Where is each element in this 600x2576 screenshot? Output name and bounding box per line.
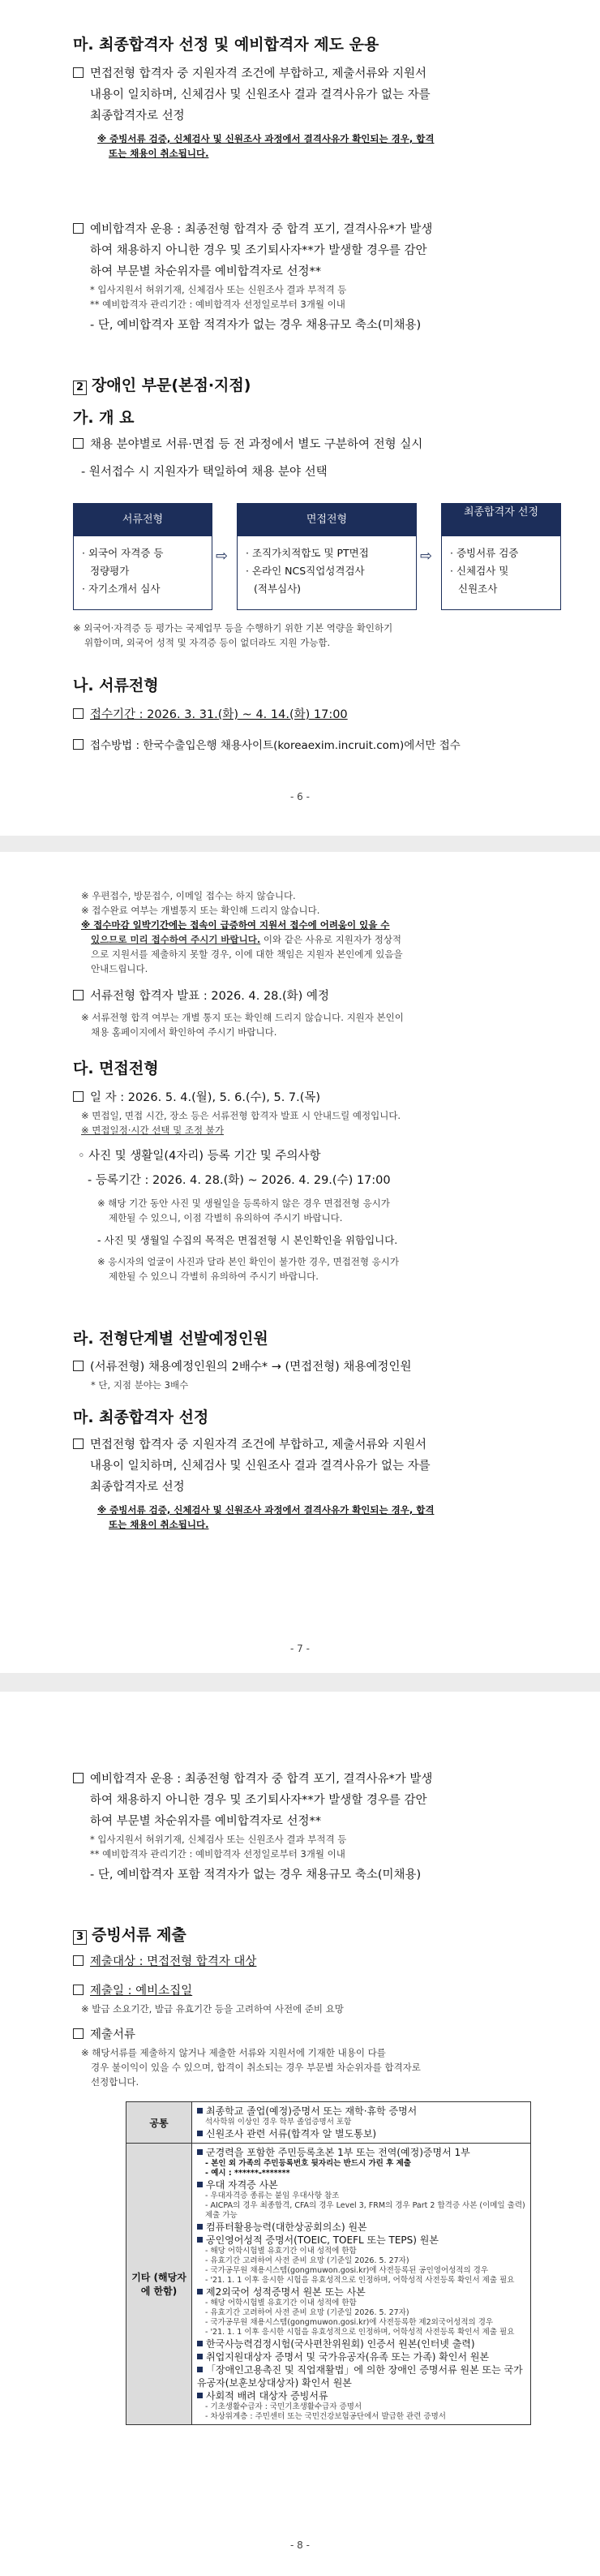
checkbox-bullet — [73, 739, 84, 750]
page-6 — [0, 0, 600, 836]
final-selection-block — [73, 63, 559, 161]
document-item — [197, 2389, 525, 2402]
document-item-label: 군경력을 포함한 주민등록초본 1부 또는 전역(예정)증명서 1부 — [206, 2147, 470, 2158]
items-cell — [192, 2144, 531, 2425]
flow-step-title: 서류전형 — [74, 504, 212, 536]
document-item-detail: - 국가공무원 채용시스템(gongmuwon.gosi.kr)에 사전등록된 공인영어성적의 경우 — [205, 2266, 489, 2275]
flow-note: ※ 외국어·자격증 등 평가는 국제업무 등을 수행하기 위한 기본 역량을 확인하기 위함이며, 외국어 성적 및 자격증 등이 없더라도 지원 가능함. — [73, 622, 393, 648]
interview-block: 일 자 : 2026. 5. 4.(월), 5. 6.(수), 5. 7.(목) ※ 면접일, 면접 시간, 장소 등은 서류전형 합격자 발표 시 안내드릴 예정입니다. ※ 면접일정·시간 선택 및 조정 불가 ◦ 사진 및 생활일(4자리) 등록 기간 및 주의사항 - 등록기간 : 2026. 4. 28.(화) ~ 2026. 4. 29.(수) 17:00 ※ 해당 기간 동안 사진 및 생월일을 등록하지 않은 경우 면접전형 응시가 제한될 수 있으니, 이점 각별히 유의하여 주시기 바랍니다. - 사진 및 생월일 수집의 목적은 면접전형 시 본인확인을 위함입니다. ※ 응시자의 얼굴이 사진과 달라 본인 확인이 불가한 경우, 면접전형 응시가 제한될 수 있으니 각별히 유의하여 주시기 바랍니다. — [73, 1087, 559, 1284]
document-item-detail: - 유효기간 고려하여 사전 준비 요망 (기준일 2026. 5. 27자) — [205, 2308, 409, 2317]
arrow-right-icon: ⇨ — [420, 548, 433, 565]
document-item-detail: - 본인 외 가족의 주민등록번호 뒷자리는 반드시 가린 후 제출 — [205, 2159, 411, 2168]
paragraph: 채용 분야별로 서류·면접 등 전 과정에서 별도 구분하여 전형 실시 — [90, 438, 423, 451]
bullet-icon — [197, 2131, 203, 2136]
document-item-label: 우대 자격증 사본 — [206, 2179, 278, 2191]
document-item-detail: - 기초생활수급자 : 국민기초생활수급자 증명서 — [205, 2402, 362, 2411]
submission-block: 제출대상 : 면접전형 합격자 대상 제출일 : 예비소집일 ※ 발급 소요기간, 발급 유효기간 등을 고려하여 사전에 준비 요망 제출서류 ※ 해당서류를 제출하지 않거나 제출한 서류와 지원서에 기재한 내용이 다를 경우 불이익이 있을 수 있으며, 합격이 취소되는 경우 부문별 차순위자를 합격자로 선정합니다. — [73, 1951, 568, 2089]
bullet-icon — [197, 2341, 203, 2346]
registration-period: - 등록기간 : 2026. 4. 28.(화) ~ 2026. 4. 29.(수) 17:00 — [88, 1174, 391, 1187]
subsection-heading: 라. 전형단계별 선발예정인원 — [73, 1330, 268, 1348]
category-cell: 공통 — [126, 2102, 192, 2144]
footnote: * 입사지원서 허위기재, 신체검사 또는 신원조사 결과 부적격 등 — [90, 284, 347, 295]
page-number: - 6 - — [290, 791, 310, 802]
bullet-icon — [197, 2224, 203, 2230]
document-item-detail: - 유효기간 고려하여 사전 준비 요망 (기준일 2026. 5. 27자) — [205, 2256, 409, 2265]
checkbox-bullet — [73, 223, 84, 234]
bullet-icon — [197, 2149, 203, 2155]
document-item-label: 공인영어성적 증명서(TOEIC, TOEFL 또는 TEPS) 원본 — [206, 2234, 439, 2246]
section-heading — [73, 1923, 186, 1945]
arrow-right-icon: ⇨ — [216, 548, 229, 565]
flow-item: · 외국어 자격증 등 — [82, 547, 164, 559]
bullet-icon — [197, 2108, 203, 2114]
final-selection-block: 면접전형 합격자 중 지원자격 조건에 부합하고, 제출서류와 지원서 내용이 일치하며, 신체검사 및 신원조사 결과 결격사유가 없는 자를 최종합격자로 선정 ※ 증빙서류 검증, 신체검사 및 신원조사 과정에서 결격사유가 확인되는 경우, 합격 또는 채용이 취소됩니다. — [73, 1434, 559, 1532]
checkbox-bullet — [73, 708, 84, 719]
application-period: 접수기간 : 2026. 3. 31.(화) ~ 4. 14.(화) 17:00 — [90, 708, 348, 721]
document-item-detail: - 해당 어학시험별 유효기간 이내 성적에 한함 — [205, 2247, 357, 2256]
paragraph: 하여 부문별 차순위자를 예비합격자로 선정** — [90, 265, 322, 278]
paragraph: - 단, 예비합격자 포함 적격자가 없는 경우 채용규모 축소(미채용) — [90, 319, 422, 332]
bullet-icon — [197, 2182, 203, 2187]
interview-date: 일 자 : 2026. 5. 4.(월), 5. 6.(수), 5. 7.(목) — [90, 1091, 321, 1104]
document-item — [197, 2178, 525, 2191]
notes-block: ※ 우편접수, 방문접수, 이메일 접수는 하지 않습니다. ※ 접수완료 여부는 개별통지 또는 확인해 드리지 않습니다. ※ 접수마감 일박기간에는 접속이 급증하여 지원서 접수에 어려움이 있을 수 있으므로 미리 접수하여 주시기 바랍니다. 이와 같은 사유로 지원자가 정상적 으로 지원서를 제출하지 못할 경우, 이에 대한 책임은 지원자 본인에게 있음을 안내드립니다. — [81, 890, 403, 974]
paragraph: 내용이 일치하며, 신체검사 및 신원조사 결과 결격사유가 없는 자를 — [90, 88, 431, 101]
table-row — [126, 2102, 531, 2144]
document-item-detail: - 우대자격증 종류는 붙임 우대사항 참조 — [205, 2191, 340, 2200]
application-method: 접수방법 : 한국수출입은행 채용사이트(koreaexim.incruit.com)에서만 접수 — [90, 739, 461, 752]
paragraph: - 원서접수 시 지원자가 택일하여 채용 분야 선택 — [81, 466, 328, 479]
checkbox-bullet — [73, 1439, 84, 1449]
checkbox-bullet — [73, 1955, 84, 1966]
subsection-heading: 나. 서류전형 — [73, 677, 159, 695]
items-cell: 최종학교 졸업(예정)증명서 또는 재학·휴학 증명서 석사학위 이상인 경우 학부 졸업증명서 포함 신원조사 관련 서류(합격자 알 별도통보) — [192, 2102, 531, 2144]
flow-item: · 온라인 NCS직업성격검사 — [246, 565, 365, 577]
flow-step-title: 면접전형 — [238, 504, 416, 536]
section-heading: 마. 최종합격자 선정 및 예비합격자 제도 운용 — [73, 36, 379, 54]
flow-item: · 신체검사 및 — [450, 565, 509, 577]
page-7 — [0, 852, 600, 1673]
flow-step-interview — [237, 503, 417, 610]
bullet-icon — [197, 2393, 203, 2398]
selection-count-block: (서류전형) 채용예정인원의 2배수* → (면접전형) 채용예정인원 * 단, 지점 분야는 3배수 — [73, 1357, 559, 1392]
document-item-label: 「장애인고용촉진 및 직업재활법」에 의한 장애인 증명서류 원본 또는 국가유공자(보훈보상대상자) 확인서 원본 — [197, 2364, 523, 2389]
document-item — [197, 2363, 525, 2389]
subsection-heading: 다. 면접전형 — [73, 1060, 159, 1077]
document-item-detail: - '21. 1. 1 이후 응시한 시험을 유효성적으로 인정하며, 어학성적 사전등록 확인서 제출 필요 — [205, 2276, 515, 2285]
table-row — [126, 2144, 531, 2425]
checkbox-bullet — [73, 1985, 84, 1995]
flow-item: 정량평가 — [90, 565, 130, 577]
subsection-heading: 마. 최종합격자 선정 — [73, 1408, 209, 1426]
document-item — [197, 2337, 525, 2350]
page-8 — [0, 1692, 600, 2576]
checkbox-bullet — [73, 990, 84, 1000]
checkbox-bullet — [73, 1361, 84, 1371]
flow-item: · 증빙서류 검증 — [450, 547, 519, 559]
document-item — [197, 2146, 525, 2159]
document-item-detail: - 예시 : ******-******* — [205, 2169, 290, 2178]
checkbox-bullet — [73, 67, 84, 78]
flow-item: · 조직가치적합도 및 PT면접 — [246, 547, 369, 559]
process-flow-diagram — [73, 503, 559, 609]
bullet-icon — [197, 2289, 203, 2294]
document-item-detail: - AICPA의 경우 최종합격, CFA의 경우 Level 3, FRM의 경우 Part 2 합격증 사본 (이메일 출력) 제출 가능 — [205, 2201, 525, 2220]
document-item — [197, 2286, 525, 2299]
section-title: 증빙서류 제출 — [92, 1926, 186, 1944]
paragraph: 하여 채용하지 아니한 경우 및 조기퇴사자**가 발생할 경우를 감안 — [90, 244, 427, 257]
document-item — [197, 2221, 525, 2234]
document-item-label: 취업지원대상자 증명서 및 국가유공자(유족 또는 가족) 확인서 원본 — [206, 2351, 490, 2363]
flow-item: 신원조사 — [458, 583, 498, 595]
section-number: 3 — [73, 1930, 87, 1945]
document-item — [197, 2234, 525, 2247]
section-number: 2 — [73, 381, 87, 395]
document-item-label: 사회적 배려 대상자 증빙서류 — [206, 2390, 328, 2402]
footnote: ** 예비합격자 관리기간 : 예비합격자 선정일로부터 3개월 이내 — [90, 299, 345, 310]
checkbox-bullet — [73, 2028, 84, 2039]
bullet-icon — [197, 2354, 203, 2359]
paragraph: 예비합격자 운용 : 최종전형 합격자 중 합격 포기, 결격사유*가 발생 — [90, 223, 433, 236]
note: 또는 채용이 취소됩니다. — [109, 148, 209, 159]
checkbox-bullet — [73, 438, 84, 449]
paragraph: 최종합격자로 선정 — [90, 110, 185, 123]
document-item-detail: - 차상위계층 : 주민센터 또는 국민건강보험공단에서 발급한 관련 증명서 — [205, 2412, 446, 2421]
document-item-label: 한국사능력검정시험(국사편찬위원회) 인증서 원본(인터넷 출력) — [206, 2338, 475, 2350]
document-item-detail: - '21. 1. 1 이후 응시한 시험을 유효성적으로 인정하며, 어학성적 사전등록 확인서 제출 필요 — [205, 2328, 515, 2337]
required-documents-table — [126, 2101, 531, 2425]
document-item-detail: - 국가공무원 채용시스템(gongmuwon.gosi.kr)에 사전등록한 제2외국어성적의 경우 — [205, 2318, 494, 2327]
document-item-detail: - 해당 어학시험별 유효기간 이내 성적에 한함 — [205, 2299, 357, 2307]
page-number: - 7 - — [290, 1643, 310, 1654]
note: ※ 증빙서류 검증, 신체검사 및 신원조사 과정에서 결격사유가 확인되는 경우, 합격 — [97, 133, 435, 144]
checkbox-bullet — [73, 1773, 84, 1783]
overview-block — [73, 434, 559, 483]
document-item-label: 제2외국어 성적증명서 원본 또는 사본 — [206, 2286, 366, 2298]
reserve-block — [73, 219, 559, 336]
page-number: - 8 - — [290, 2539, 310, 2551]
subsection-heading: 가. 개 요 — [73, 409, 135, 427]
reserve-block: 예비합격자 운용 : 최종전형 합격자 중 합격 포기, 결격사유*가 발생 하여 채용하지 아니한 경우 및 조기퇴사자**가 발생할 경우를 감안 하여 부문별 차순위자를 예비합격자로 선정** * 입사지원서 허위기재, 신체검사 또는 신원조사 결과 부적격 등 ** 예비합격자 관리기간 : 예비합격자 선정일로부터 3개월 이내 - 단, 예비합격자 포함 적격자가 없는 경우 채용규모 축소(미채용) — [73, 1769, 559, 1886]
document-item-label: 컴퓨터활용능력(대한상공회의소) 원본 — [206, 2221, 367, 2233]
section-heading — [73, 373, 251, 395]
flow-step-title: 최종합격자 선정 — [442, 504, 560, 536]
document-result-block: 서류전형 합격자 발표 : 2026. 4. 28.(화) 예정 ※ 서류전형 합격 여부는 개별 통지 또는 확인해 드리지 않습니다. 지원자 본인이 채용 홈페이지에서 확인하여 주시기 바랍니다. — [73, 986, 559, 1039]
paragraph: 면접전형 합격자 중 지원자격 조건에 부합하고, 제출서류와 지원서 — [90, 67, 427, 80]
document-item — [197, 2350, 525, 2363]
category-cell: 기타 (해당자에 한함) — [126, 2144, 192, 2425]
flow-item: · 자기소개서 심사 — [82, 583, 161, 595]
bullet-icon — [197, 2237, 203, 2243]
flow-item: (적부심사) — [254, 583, 302, 595]
section-title: 장애인 부문(본점·지점) — [92, 376, 251, 394]
result-date: 서류전형 합격자 발표 : 2026. 4. 28.(화) 예정 — [90, 990, 329, 1003]
bullet-icon — [197, 2367, 203, 2372]
flow-step-final — [441, 503, 561, 610]
document-screening-block — [73, 704, 576, 756]
flow-step-document — [73, 503, 212, 610]
checkbox-bullet — [73, 1091, 84, 1102]
